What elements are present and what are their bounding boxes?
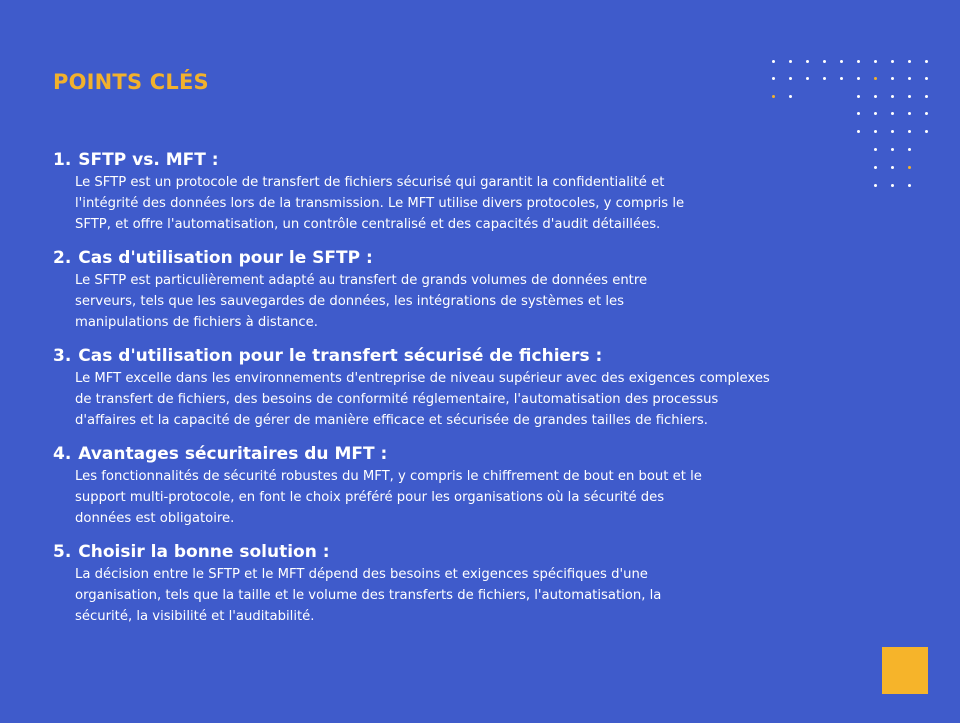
point-body <box>75 466 933 529</box>
dot <box>789 95 792 98</box>
dot <box>908 130 911 133</box>
point-body-line: d'affaires et la capacité de gérer de manière efficace et sécurisée de grandes tailles de fichiers. <box>75 413 708 428</box>
point-body-line: Les fonctionnalités de sécurité robustes du MFT, y compris le chiffrement de bout en bout et le <box>75 469 702 484</box>
dot <box>925 77 928 80</box>
point-body-line: l'intégrité des données lors de la transmission. Le MFT utilise divers protocoles, y compris le <box>75 196 685 211</box>
point-body-line: Le MFT excelle dans les environnements d'entreprise de niveau supérieur avec des exigences complexes <box>75 371 770 386</box>
page-title: POINTS CLÉS <box>53 70 209 94</box>
dot <box>874 77 877 80</box>
dot <box>857 60 860 63</box>
dot <box>857 112 860 115</box>
point-body-line: serveurs, tels que les sauvegardes de données, les intégrations de systèmes et les <box>75 294 624 309</box>
point-body <box>75 172 933 235</box>
point-body-line: La décision entre le SFTP et le MFT dépend des besoins et exigences spécifiques d'une <box>75 567 648 582</box>
dot <box>857 130 860 133</box>
dot <box>908 77 911 80</box>
dot <box>874 130 877 133</box>
dot <box>789 77 792 80</box>
point-body <box>75 270 933 333</box>
point-body-line: Le SFTP est particulièrement adapté au transfert de grands volumes de données entre <box>75 273 648 288</box>
dot <box>891 95 894 98</box>
dot <box>908 112 911 115</box>
dot <box>772 77 775 80</box>
key-point-4 <box>53 442 933 529</box>
dot <box>823 77 826 80</box>
point-heading: SFTP vs. MFT : <box>78 150 219 170</box>
dot <box>891 77 894 80</box>
dot <box>925 112 928 115</box>
point-number: 4. <box>53 444 72 464</box>
dot <box>874 60 877 63</box>
point-body <box>75 564 933 627</box>
key-point-5 <box>53 540 933 627</box>
point-number: 2. <box>53 248 72 268</box>
dot <box>925 60 928 63</box>
point-heading: Cas d'utilisation pour le transfert sécurisé de fichiers : <box>78 346 603 366</box>
dot <box>908 60 911 63</box>
point-body-line: manipulations de fichiers à distance. <box>75 315 318 330</box>
point-heading: Cas d'utilisation pour le SFTP : <box>78 248 373 268</box>
dot <box>874 112 877 115</box>
point-body-line: SFTP, et offre l'automatisation, un contrôle centralisé et des capacités d'audit détaillées. <box>75 217 661 232</box>
dot <box>857 77 860 80</box>
point-heading: Avantages sécuritaires du MFT : <box>78 444 388 464</box>
key-point-1 <box>53 148 933 235</box>
dot <box>840 77 843 80</box>
point-body-line: de transfert de fichiers, des besoins de conformité réglementaire, l'automatisation des processus <box>75 392 719 407</box>
accent-square-decoration <box>882 647 928 694</box>
key-point-2 <box>53 246 933 333</box>
point-body-line: support multi-protocole, en font le choix préféré pour les organisations où la sécurité des <box>75 490 665 505</box>
dot <box>874 95 877 98</box>
dot <box>925 95 928 98</box>
key-point-3 <box>53 344 933 431</box>
point-body-line: Le SFTP est un protocole de transfert de fichiers sécurisé qui garantit la confidentialité et <box>75 175 665 190</box>
dot <box>840 60 843 63</box>
point-number: 1. <box>53 150 72 170</box>
dot <box>925 130 928 133</box>
dot <box>891 60 894 63</box>
key-points-list <box>53 148 933 638</box>
point-body <box>75 368 933 431</box>
point-number: 5. <box>53 542 72 562</box>
dot <box>823 60 826 63</box>
point-body-line: organisation, tels que la taille et le volume des transferts de fichiers, l'automatisation, la <box>75 588 662 603</box>
dot <box>908 95 911 98</box>
dot <box>891 130 894 133</box>
point-body-line: données est obligatoire. <box>75 511 235 526</box>
dot <box>806 77 809 80</box>
dot <box>806 60 809 63</box>
point-heading: Choisir la bonne solution : <box>78 542 330 562</box>
dot <box>789 60 792 63</box>
point-number: 3. <box>53 346 72 366</box>
dot <box>891 112 894 115</box>
dot <box>772 60 775 63</box>
dot <box>772 95 775 98</box>
dot <box>857 95 860 98</box>
point-body-line: sécurité, la visibilité et l'auditabilité. <box>75 609 315 624</box>
